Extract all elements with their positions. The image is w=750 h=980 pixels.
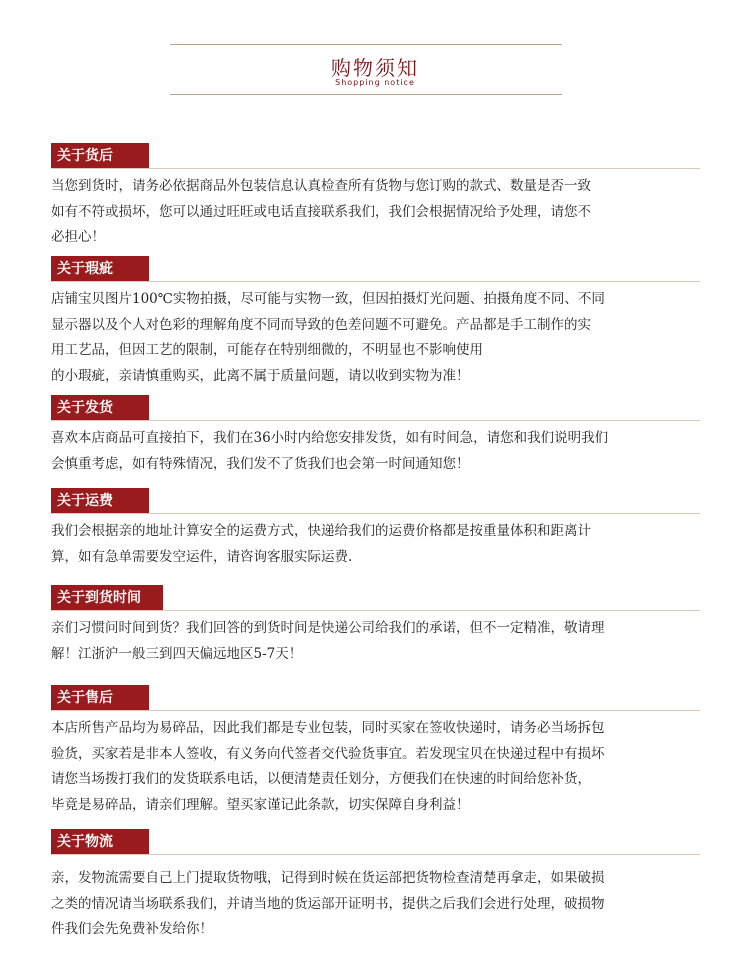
section-body: 亲们习惯问时间到货？我们回答的到货时间是快递公司给我们的承诺，但不一定精准，敬请理 解！江浙沪一般三到四天偏远地区5-7天！ [51, 620, 605, 662]
section-tag: 关于运费 [51, 488, 149, 514]
header-bottom-rule [170, 94, 562, 95]
section-divider [51, 513, 700, 514]
section-body: 喜欢本店商品可直接拍下，我们在36小时内给您安排发货，如有时间急，请您和我们说明我们 会慎重考虑，如有特殊情况，我们发不了货我们也会第一时间通知您！ [51, 430, 609, 472]
page-subtitle: Shopping notice [335, 78, 415, 87]
section-divider [51, 710, 700, 711]
section-tag: 关于货后 [51, 143, 149, 169]
section-divider [51, 854, 700, 855]
section-divider [51, 610, 700, 611]
page-header [0, 0, 750, 110]
header-top-rule [170, 44, 562, 45]
section-body: 本店所售产品均为易碎品，因此我们都是专业包装，同时买家在签收快递时，请务必当场拆包 验货，买家若是非本人签收，有义务向代签者交代验货事宜。若发现宝贝在快递过程中有损坏 请您当场拨打我们的发货联系电话，以便清楚责任划分，方便我们在快速的时间给您补货， 毕竟是易碎品，请亲们理解。望买家谨记此条款，切实保障自身利益！ [51, 720, 605, 813]
section-body: 我们会根据亲的地址计算安全的运费方式，快递给我们的运费价格都是按重量体积和距离计 算，如有急单需要发空运件，请咨询客服实际运费. [51, 523, 591, 565]
section-body: 当您到货时，请务必依据商品外包装信息认真检查所有货物与您订购的款式、数量是否一致 如有不符或损坏，您可以通过旺旺或电话直接联系我们，我们会根据情况给予处理，请您不 必担心！ [51, 178, 591, 245]
section-divider [51, 281, 700, 282]
section-body: 店铺宝贝图片100℃实物拍摄，尽可能与实物一致，但因拍摄灯光问题、拍摄角度不同、不同 显示器以及个人对色彩的理解角度不同而导致的色差问题不可避免。产品都是手工制作的实 用工艺品，但因工艺的限制，可能存在特别细微的，不明显也不影响使用 的小瑕疵，亲请慎重购买，此离不属于质量问题，请以收到实物为准！ [51, 291, 605, 384]
page-title: 购物须知 [331, 56, 419, 80]
section-tag: 关于售后 [51, 685, 149, 711]
section-tag: 关于到货时间 [51, 585, 163, 611]
section-tag: 关于物流 [51, 829, 149, 855]
section-divider [51, 420, 700, 421]
section-divider [51, 168, 700, 169]
section-body: 亲，发物流需要自己上门提取货物哦，记得到时候在货运部把货物检查清楚再拿走，如果破损 之类的情况请当场联系我们，并请当地的货运部开证明书，提供之后我们会进行处理，破损物 件我们会先免费补发给你！ [51, 870, 605, 937]
section-tag: 关于瑕疵 [51, 256, 149, 282]
section-tag: 关于发货 [51, 395, 149, 421]
